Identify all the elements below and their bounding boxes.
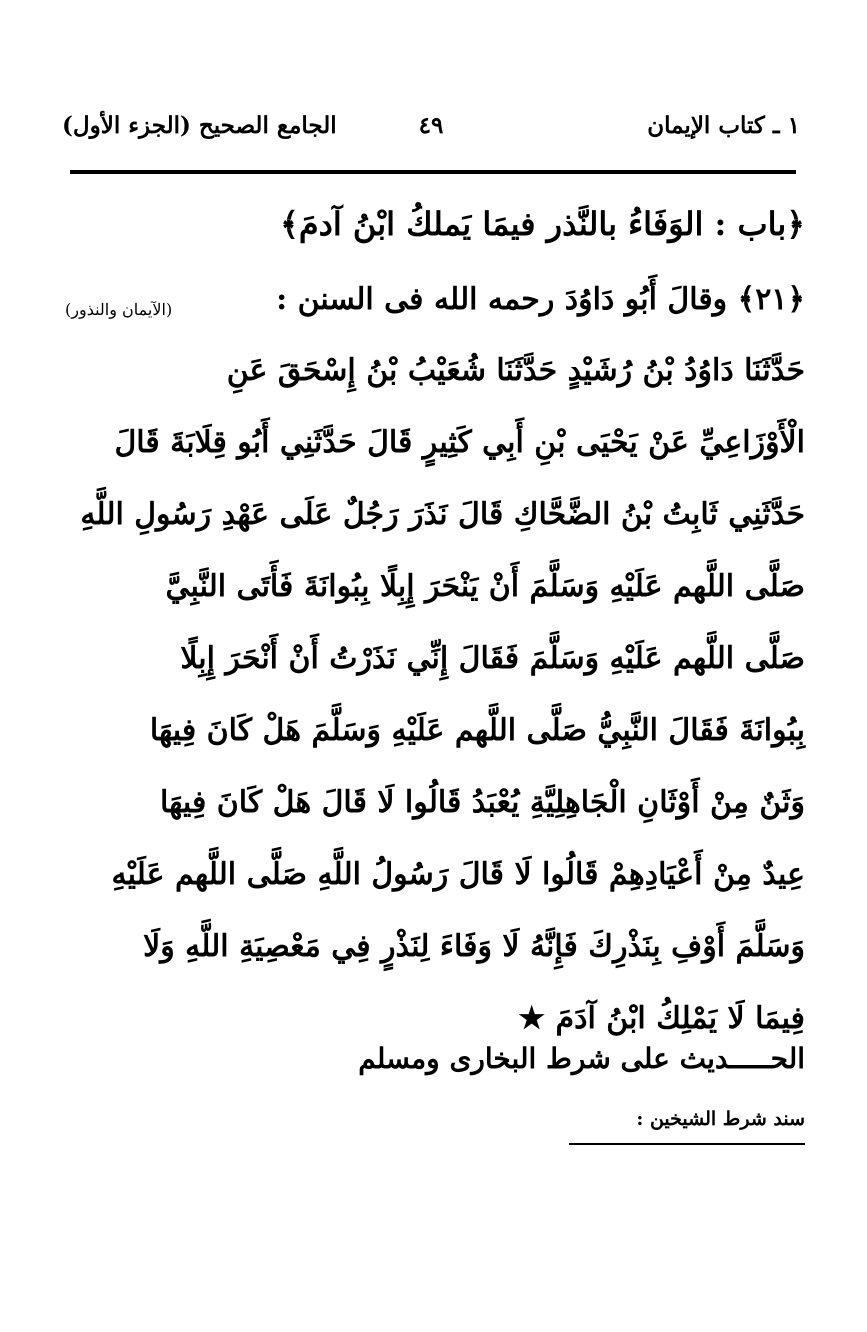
running-header: [62, 112, 800, 152]
hadith-line: فِيمَا لَا يَمْلِكُ ابْنُ آدَمَ ★: [518, 1001, 805, 1036]
hadith-grading: الحـــــديث على شرط البخارى ومسلم: [358, 1042, 805, 1075]
hadith-line: عِيدٌ مِنْ أَعْيَادِهِمْ قَالُوا لَا قَالَ رَسُولُ اللَّهِ صَلَّى اللَّهم عَلَيْهِ: [111, 857, 805, 892]
hadith-line: بِبُوانَةَ فَقَالَ النَّبِيُّ صَلَّى اللَّهم عَلَيْهِ وَسَلَّمَ هَلْ كَانَ فِيهَا: [149, 713, 805, 748]
hadith-text: [65, 335, 805, 1055]
book-title: الجامع الصحيح (الجزء الأول): [62, 112, 337, 139]
chapter-title: ١ ـ كتاب الإيمان: [647, 112, 800, 139]
sanad-underline: [569, 1143, 805, 1145]
hadith-intro: [65, 282, 805, 332]
hadith-line: الْأَوْزَاعِيِّ عَنْ يَحْيَى بْنِ أَبِي كَثِيرٍ قَالَ حَدَّثَنِي أَبُو قِلَابَةَ قَالَ: [114, 425, 805, 460]
page-number: ٤٩: [418, 112, 444, 139]
hadith-line: حَدَّثَنِي ثَابِتُ بْنُ الضَّحَّاكِ قَالَ نَذَرَ رَجُلٌ عَلَى عَهْدِ رَسُولِ اللَّهِ: [80, 497, 805, 532]
hadith-line: وَثَنٌ مِنْ أَوْثَانِ الْجَاهِلِيَّةِ يُعْبَدُ قَالُوا لَا قَالَ هَلْ كَانَ فِيهَا: [159, 785, 805, 820]
source-reference: (الآيمان والنذور): [65, 300, 173, 319]
header-rule: [70, 170, 796, 174]
hadith-line: صَلَّى اللَّهم عَلَيْهِ وَسَلَّمَ فَقَالَ إِنِّي نَذَرْتُ أَنْ أَنْحَرَ إِبِلًا: [180, 641, 805, 676]
hadith-line: حَدَّثَنَا دَاوُدُ بْنُ رُشَيْدٍ حَدَّثَنَا شُعَيْبُ بْنُ إِسْحَقَ عَنِ: [226, 353, 805, 388]
hadith-line: صَلَّى اللَّهم عَلَيْهِ وَسَلَّمَ أَنْ يَنْحَرَ إِبِلًا بِبُوانَةَ فَأَتَى النَّبِيَّ: [165, 569, 805, 604]
sanad-label: سند شرط الشيخين :: [636, 1108, 805, 1130]
hadith-line: وَسَلَّمَ أَوْفِ بِنَذْرِكَ فَإِنَّهُ لَا وَفَاءَ لِنَذْرٍ فِي مَعْصِيَةِ اللَّهِ وَلَا: [143, 929, 805, 964]
bab-heading: ﴿باب : الوَفَاءُ بالنَّذر فيمَا يَملكُ ابْنُ آدمَ﴾: [280, 205, 805, 243]
hadith-intro-text: ﴿٢١﴾ وقالَ أَبُو دَاوُدَ رحمه الله فى السنن :: [276, 282, 805, 317]
